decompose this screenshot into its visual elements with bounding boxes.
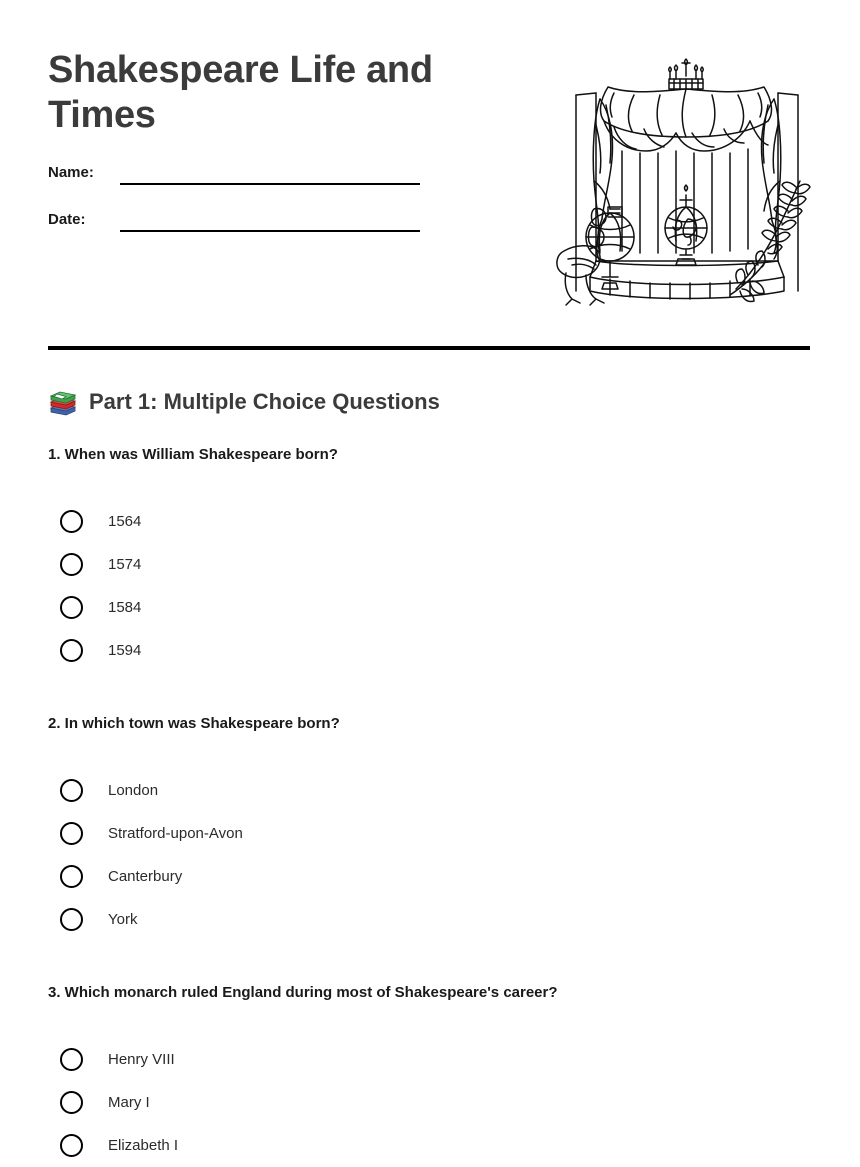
radio-button-icon[interactable]	[60, 908, 83, 931]
date-field-label: Date:	[48, 211, 86, 228]
name-field-label: Name:	[48, 164, 94, 181]
radio-button-icon[interactable]	[60, 1048, 83, 1071]
radio-button-icon[interactable]	[60, 510, 83, 533]
radio-button-icon[interactable]	[60, 596, 83, 619]
header-divider	[48, 346, 810, 350]
radio-button-icon[interactable]	[60, 639, 83, 662]
options-list-3	[48, 1038, 828, 1167]
radio-button-icon[interactable]	[60, 1134, 83, 1157]
books-icon	[48, 388, 78, 416]
option-label: Mary I	[108, 1093, 150, 1111]
option-label: 1594	[108, 641, 142, 659]
option-row[interactable]	[48, 898, 828, 941]
option-label: 1564	[108, 512, 142, 530]
option-label: 1574	[108, 555, 142, 573]
section-title-label: Part 1: Multiple Choice Questions	[89, 389, 440, 414]
option-row[interactable]	[48, 586, 828, 629]
option-label: Canterbury	[108, 867, 183, 885]
question-block-1	[48, 445, 828, 672]
radio-button-icon[interactable]	[60, 553, 83, 576]
option-label: 1584	[108, 598, 142, 616]
radio-button-icon[interactable]	[60, 779, 83, 802]
options-list-2	[48, 769, 828, 941]
question-text-1: 1. When was William Shakespeare born?	[48, 446, 338, 463]
option-label: Elizabeth I	[108, 1136, 179, 1154]
option-row[interactable]	[48, 1081, 828, 1124]
radio-button-icon[interactable]	[60, 822, 83, 845]
option-row[interactable]	[48, 769, 828, 812]
option-label: Stratford-upon-Avon	[108, 824, 243, 842]
option-row[interactable]	[48, 855, 828, 898]
option-row[interactable]	[48, 629, 828, 672]
question-block-2	[48, 714, 828, 941]
option-label: Henry VIII	[108, 1050, 175, 1068]
date-field-input-line[interactable]	[120, 230, 420, 232]
radio-button-icon[interactable]	[60, 865, 83, 888]
radio-button-icon[interactable]	[60, 1091, 83, 1114]
page-title: Shakespeare Life and Times	[48, 49, 433, 136]
option-row[interactable]	[48, 543, 828, 586]
option-label: York	[108, 910, 138, 928]
options-list-1	[48, 500, 828, 672]
section-heading-part-1	[48, 388, 440, 416]
question-text-2: 2. In which town was Shakespeare born?	[48, 715, 340, 732]
theatre-stage-illustration	[552, 55, 816, 313]
worksheet-header	[0, 0, 860, 330]
option-row[interactable]	[48, 500, 828, 543]
option-label: London	[108, 781, 159, 799]
option-row[interactable]	[48, 1038, 828, 1081]
question-block-3	[48, 983, 828, 1167]
option-row[interactable]	[48, 812, 828, 855]
name-field-input-line[interactable]	[120, 183, 420, 185]
question-text-3: 3. Which monarch ruled England during most of Shakespeare's career?	[48, 984, 558, 1001]
